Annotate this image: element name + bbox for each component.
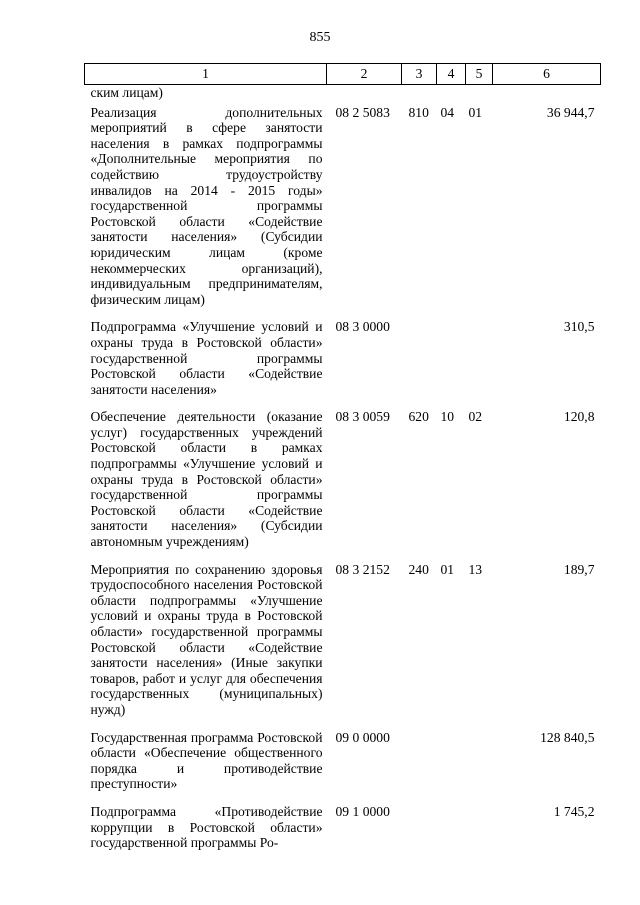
row-section xyxy=(437,85,466,105)
row-amount: 120,8 xyxy=(563,409,595,425)
row-expense-type xyxy=(402,730,437,804)
row-target-code: 08 3 0059 xyxy=(335,409,390,425)
row-section xyxy=(437,804,466,851)
row-name: ским лицам) xyxy=(90,85,163,100)
column-header: 3 xyxy=(402,64,437,85)
row-section xyxy=(437,319,466,409)
row-expense-type: 240 xyxy=(408,561,429,577)
row-target-code: 08 3 2152 xyxy=(335,561,390,577)
row-name: Подпрограмма «Противодействие коррупции в Ростовской области» государственной программы Ро- xyxy=(90,803,323,851)
row-section: 10 xyxy=(440,409,455,425)
row-amount xyxy=(493,85,601,105)
page-number: 855 xyxy=(309,30,331,45)
row-amount: 1 745,2 xyxy=(553,803,595,819)
row-target-code: 08 2 5083 xyxy=(335,104,390,120)
row-subsection xyxy=(466,85,493,105)
table-row xyxy=(85,105,601,320)
column-header: 2 xyxy=(327,64,402,85)
row-name: Подпрограмма «Улучшение условий и охраны труда в Ростовской области» государственной программы Ростовской области «Содействие занятости населения» xyxy=(90,319,323,397)
column-header: 6 xyxy=(493,64,601,85)
row-expense-type: 810 xyxy=(408,104,429,120)
row-subsection xyxy=(466,804,493,851)
table-body xyxy=(85,85,601,851)
table-row xyxy=(85,562,601,730)
table-row xyxy=(85,319,601,409)
row-name: Реализация дополнительных мероприятий в сфере занятости населения в рамках подпрограммы «Дополнительные мероприятия по содействию трудоустройству инвалидов на 2014 - 2015 годы» государственной программы Ростовской области «Содействие занятости населения» (Субсидии юридическим лицам (кроме некоммерческих организаций), индивидуальным предпринимателям, физическим лицам) xyxy=(90,104,323,307)
header-row xyxy=(85,64,601,85)
row-name: Обеспечение деятельности (оказание услуг) государственных учреждений Ростовской области в рамках подпрограммы «Улучшение условий и охраны труда в Ростовской области» государственной программы Ростовской области «Содействие занятости населения» (Субсидии автономным учреждениям) xyxy=(90,409,323,550)
row-section xyxy=(437,730,466,804)
row-target-code xyxy=(327,85,402,105)
row-amount: 36 944,7 xyxy=(546,104,595,120)
table-row xyxy=(85,730,601,804)
row-subsection xyxy=(466,319,493,409)
row-section: 01 xyxy=(440,561,455,577)
table-header xyxy=(85,64,601,85)
row-subsection: 01 xyxy=(468,104,483,120)
row-target-code: 08 3 0000 xyxy=(335,319,390,335)
table-row xyxy=(85,804,601,851)
row-expense-type xyxy=(402,804,437,851)
row-amount: 310,5 xyxy=(563,319,595,335)
row-subsection xyxy=(466,730,493,804)
column-header: 1 xyxy=(85,64,327,85)
row-expense-type xyxy=(402,85,437,105)
table-row xyxy=(85,409,601,561)
row-amount: 189,7 xyxy=(563,561,595,577)
row-subsection: 13 xyxy=(468,561,483,577)
row-target-code: 09 1 0000 xyxy=(335,803,390,819)
column-header: 5 xyxy=(466,64,493,85)
row-name: Мероприятия по сохранению здоровья трудоспособного населения Ростовской области подпрограммы «Улучшение условий и охраны труда в Ростовской области» государственной программы Ростовской области «Содействие занятости населения» (Иные закупки товаров, работ и услуг для обеспечения государственных (муниципальных) нужд) xyxy=(90,561,323,717)
column-header: 4 xyxy=(437,64,466,85)
row-section: 04 xyxy=(440,104,455,120)
table-row xyxy=(85,85,601,105)
row-target-code: 09 0 0000 xyxy=(335,729,390,745)
row-subsection: 02 xyxy=(468,409,483,425)
row-expense-type: 620 xyxy=(408,409,429,425)
row-name: Государственная программа Ростовской области «Обеспечение общественного порядка и противодействие преступности» xyxy=(90,729,323,792)
row-amount: 128 840,5 xyxy=(540,729,595,745)
row-expense-type xyxy=(402,319,437,409)
budget-table xyxy=(84,63,601,851)
